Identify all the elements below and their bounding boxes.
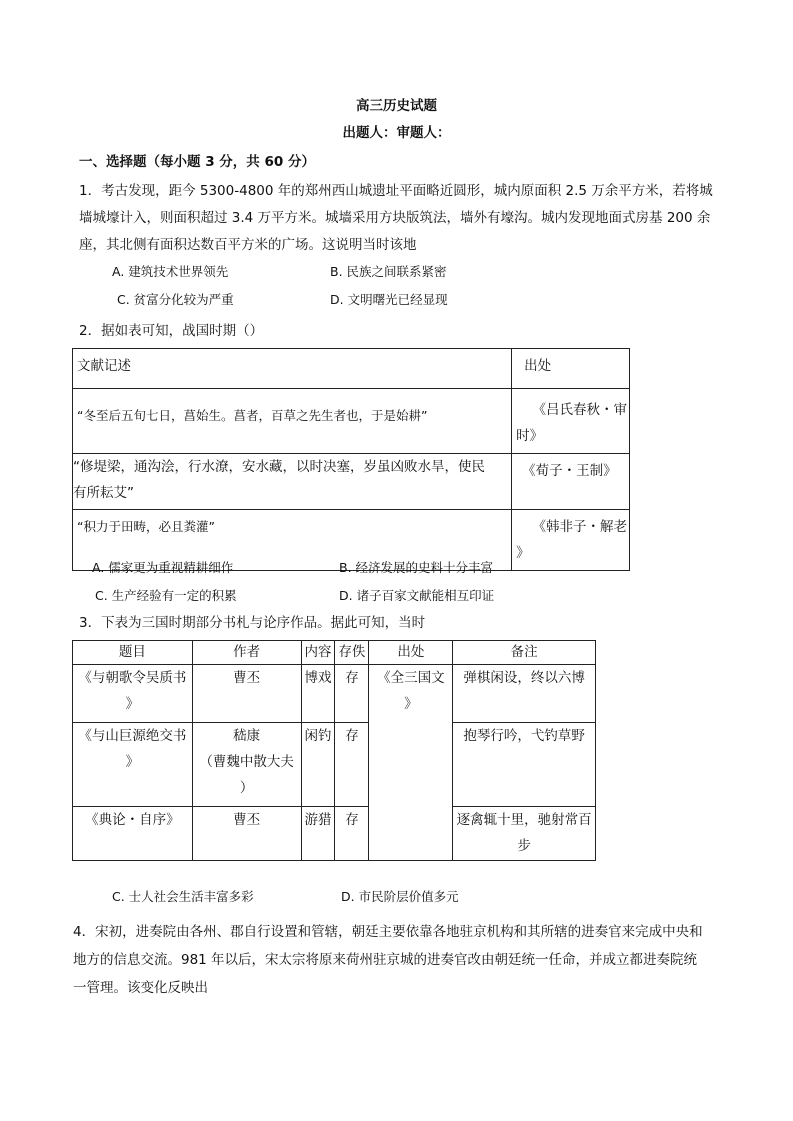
table-header-cell: 出处 [512, 349, 630, 389]
q3-option-d: D. 市民阶层价值多元 [341, 889, 459, 904]
q2-option-c: C. 生产经验有一定的积累 [95, 588, 237, 603]
table-cell [73, 723, 193, 807]
q1-stem-line3: 座，其北侧有面积达数百平方米的广场。这说明当时该地 [79, 237, 417, 253]
cell-text: 《全三国文 [377, 670, 445, 686]
q3-table [72, 640, 596, 861]
table-row [73, 641, 596, 665]
page-title: 高三历史试题 [356, 98, 437, 114]
cell-text: 步 [517, 838, 531, 854]
table-cell: 曹丕 [192, 807, 301, 861]
cell-text: 》 [125, 696, 140, 712]
table-cell [512, 510, 630, 571]
table-header-cell: 作者 [192, 641, 301, 665]
cell-text: “修堤梁，通沟浍，行水潦，安水藏，以时决塞，岁虽凶败水旱，使民 [73, 459, 485, 475]
q4-stem-line1: 4．宋初，进奏院由各州、郡自行设置和管辖，朝廷主要依靠各地驻京机构和其所辖的进奏官来完成中央和 [73, 924, 703, 940]
cell-text: （曹魏中散大夫 [199, 754, 294, 770]
q1-option-d: D. 文明曙光已经显现 [330, 292, 448, 307]
cell-text: 》 [404, 696, 418, 712]
table-cell: 博戏 [301, 665, 335, 723]
q1-stem-line2: 墙城壕计入，则面积超过 3.4 万平方米。城墙采用方块版筑法，墙外有壕沟。城内发现地面式房基 200 余 [79, 210, 711, 226]
table-cell [512, 389, 630, 454]
table-cell: 抱琴行吟，弋钓草野 [453, 723, 596, 807]
section-heading: 一、选择题（每小题 3 分，共 60 分） [79, 154, 315, 170]
source-text: 《韩非子・解老 [532, 519, 627, 535]
table-cell: 存 [335, 665, 369, 723]
table-cell [73, 665, 193, 723]
cell-text: 《与朝歌令吴质书 [78, 670, 187, 686]
table-row [73, 807, 596, 861]
table-cell: 存 [335, 723, 369, 807]
q2-option-b: B. 经济发展的史料十分丰富 [339, 560, 494, 575]
table-header-cell: 内容 [301, 641, 335, 665]
table-cell: 《典论・自序》 [73, 807, 193, 861]
q1-option-b: B. 民族之间联系紧密 [330, 264, 447, 279]
cell-text: 嵇康 [233, 728, 261, 744]
table-cell [73, 454, 512, 510]
table-row [73, 349, 630, 389]
q1-stem-line1: 1．考古发现，距今 5300-4800 年的郑州西山城遗址平面略近圆形，城内原面积 2.5 万余平方米，若将城 [79, 183, 713, 199]
q4-stem-line2: 地方的信息交流。981 年以后，宋太宗将原来荷州驻京城的进奏官改由朝廷统一任命，并成立都进奏院统 [73, 952, 698, 968]
cell-text: 有所耘艾” [73, 485, 134, 501]
q1-option-a: A. 建筑技术世界领先 [112, 264, 229, 279]
cell-text: 》 [125, 754, 140, 770]
q2-option-a: A. 儒家更为重视精耕细作 [92, 560, 234, 575]
q3-stem: 3．下表为三国时期部分书札与论序作品。据此可知，当时 [79, 615, 426, 631]
table-row [73, 665, 596, 723]
q2-table [72, 348, 630, 571]
table-cell: 存 [335, 807, 369, 861]
cell-text: 逐禽辄十里，驰射常百 [456, 812, 592, 828]
table-cell: 游猎 [301, 807, 335, 861]
table-cell [453, 807, 596, 861]
source-text: 》 [516, 545, 530, 561]
table-cell: 曹丕 [192, 665, 301, 723]
cell-text: 《与山巨源绝交书 [78, 728, 187, 744]
table-header-cell: 备注 [453, 641, 596, 665]
q2-option-d: D. 诸子百家文献能相互印证 [339, 588, 495, 603]
table-cell: “积力于田畴，必且粪灌” [73, 510, 512, 571]
table-header-cell: 题目 [73, 641, 193, 665]
author-line: 出题人：审题人： [342, 125, 451, 141]
table-header-cell: 出处 [369, 641, 453, 665]
table-row [73, 723, 596, 807]
table-header-cell: 文献记述 [73, 349, 512, 389]
source-text: 时》 [516, 428, 544, 444]
q4-stem-line3: 一管理。该变化反映出 [73, 980, 208, 996]
table-cell [192, 723, 301, 807]
table-cell: 《荀子・王制》 [512, 454, 630, 510]
table-cell: “冬至后五旬七日，菖始生。菖者，百草之先生者也，于是始耕” [73, 389, 512, 454]
table-header-cell: 存佚 [335, 641, 369, 665]
source-text: 《吕氏春秋・审 [532, 402, 627, 418]
table-cell: 弹棋闲设，终以六博 [453, 665, 596, 723]
table-cell: 闲钓 [301, 723, 335, 807]
table-row [73, 454, 630, 510]
table-row [73, 389, 630, 454]
table-cell [369, 665, 453, 861]
cell-text: ） [239, 780, 254, 796]
q3-option-c: C. 士人社会生活丰富多彩 [112, 889, 254, 904]
q1-option-c: C. 贫富分化较为严重 [117, 292, 234, 307]
q2-stem: 2．据如表可知，战国时期（） [79, 323, 264, 339]
